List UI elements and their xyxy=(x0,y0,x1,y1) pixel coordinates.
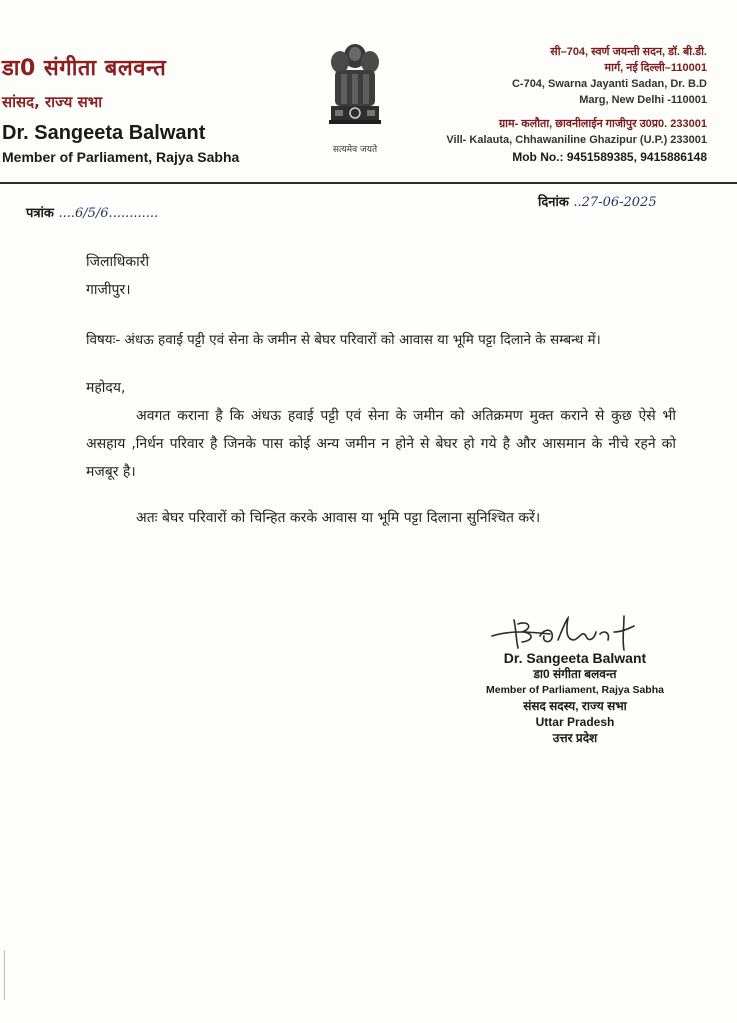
mobile-numbers: Mob No.: 9451589385, 9415886148 xyxy=(512,150,707,164)
reference-number xyxy=(26,203,158,221)
recipient-line-1: जिलाधिकारी xyxy=(86,254,150,270)
ashoka-lion-icon xyxy=(323,40,387,140)
recipient-line-2: गाजीपुर। xyxy=(86,282,131,298)
emblem-motto: सत्यमेव जयते xyxy=(332,145,378,155)
signatory-state-en: Uttar Pradesh xyxy=(535,715,615,729)
english-name: Dr. Sangeeta Balwant xyxy=(2,122,206,144)
address-hindi-line-2: मार्ग, नई दिल्ली–110001 xyxy=(604,62,707,74)
reference-value: ....6/5/6............ xyxy=(58,206,159,221)
body-paragraph-2: अतः बेघर परिवारों को चिन्हित करके आवास या भूमि पट्टा दिलाना सुनिश्चित करें। xyxy=(136,510,541,526)
signatory-name-hi: डा0 संगीता बलवन्त xyxy=(533,667,617,681)
reference-label: पत्रांक xyxy=(26,206,54,221)
address-en-line-2: Marg, New Delhi -110001 xyxy=(579,94,707,106)
hindi-name: डा0 संगीता बलवन्त xyxy=(2,56,167,81)
signatory-role-hi: संसद सदस्य, राज्य सभा xyxy=(523,699,627,713)
hindi-title: सांसद, राज्य सभा xyxy=(2,93,103,111)
signatory-state-hi: उत्तर प्रदेश xyxy=(552,731,598,745)
signature-block xyxy=(470,650,680,746)
letter-date xyxy=(538,192,657,210)
village-address-hindi: ग्राम- कलौता, छावनीलाईन गाजीपुर उ0प्र0. 233001 xyxy=(498,118,707,130)
body-paragraph-1: अवगत कराना है कि अंधऊ हवाई पट्टी एवं सेना के जमीन को अतिक्रमण मुक्त कराने से कुछ ऐसे भी असहाय ,निर्धन परिवार है जिनके पास कोई अन्य जमीन न होने से बेघर हो गये है और आसमान के नीचे रहने को मजबूर है। xyxy=(86,408,676,480)
header-divider xyxy=(0,182,737,184)
address-hindi-line-1: सी–704, स्वर्ण जयन्ती सदन, डॉ. बी.डी. xyxy=(550,46,707,58)
handwritten-signature xyxy=(470,610,680,654)
letterhead-address xyxy=(437,44,707,164)
signatory-role-en: Member of Parliament, Rajya Sabha xyxy=(486,684,664,696)
date-value: ..27-06-2025 xyxy=(573,195,657,210)
village-address-en: Vill- Kalauta, Chhawaniline Ghazipur (U.P.) 233001 xyxy=(446,134,707,146)
subject-line: विषयः- अंधऊ हवाई पट्टी एवं सेना के जमीन से बेघर परिवारों को आवास या भूमि पट्टा दिलाने के सम्बन्ध में। xyxy=(86,332,601,348)
national-emblem xyxy=(316,40,394,155)
paper-edge xyxy=(4,950,5,1000)
english-title: Member of Parliament, Rajya Sabha xyxy=(2,149,240,165)
date-label: दिनांक xyxy=(538,195,569,210)
address-en-line-1: C-704, Swarna Jayanti Sadan, Dr. B.D xyxy=(511,78,707,90)
signature-scribble xyxy=(470,610,670,654)
salutation: महोदय, xyxy=(86,380,126,396)
letterhead-left xyxy=(2,52,302,165)
signatory-name-en: Dr. Sangeeta Balwant xyxy=(503,650,647,666)
